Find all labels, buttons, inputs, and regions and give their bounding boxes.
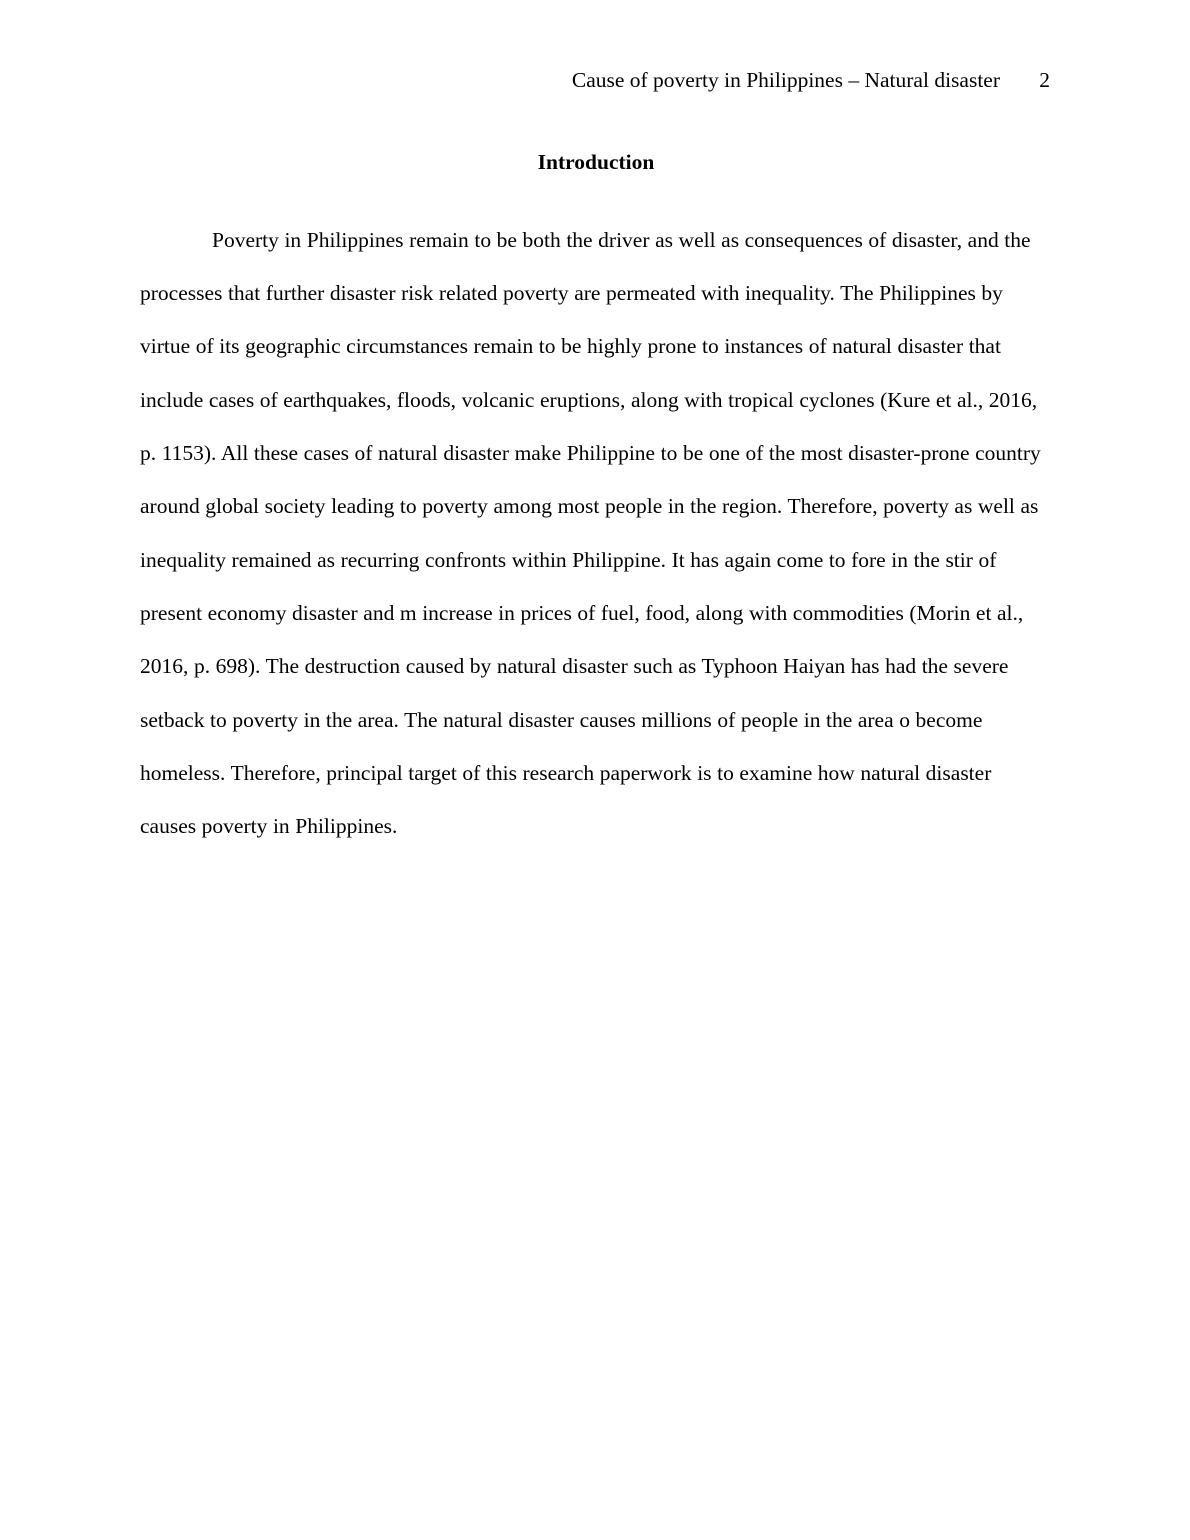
running-head-title: Cause of poverty in Philippines – Natural disaster [571,68,1000,92]
page-header [140,68,1050,94]
document-body [140,150,1052,854]
section-heading: Introduction [537,150,655,174]
body-paragraph: Poverty in Philippines remain to be both the driver as well as consequences of disaster, and the processes that further disaster risk related poverty are permeated with inequality. The Philippines by virtue of its geographic circumstances remain to be highly prone to instances of natural disaster that include cases of earthquakes, floods, volcanic eruptions, along with tropical cyclones (Kure et al., 2016, p. 1153). All these cases of natural disaster make Philippine to be one of the most disaster-prone country around global society leading to poverty among most people in the region. Therefore, poverty as well as inequality remained as recurring confronts within Philippine. It has again come to fore in the stir of present economy disaster and m increase in prices of fuel, food, along with commodities (Morin et al., 2016, p. 698). The destruction caused by natural disaster such as Typhoon Haiyan has had the severe setback to poverty in the area. The natural disaster causes millions of people in the area o become homeless. Therefore, principal target of this research paperwork is to examine how natural disaster causes poverty in Philippines. [140,227,1041,839]
page-number: 2 [1039,68,1050,92]
